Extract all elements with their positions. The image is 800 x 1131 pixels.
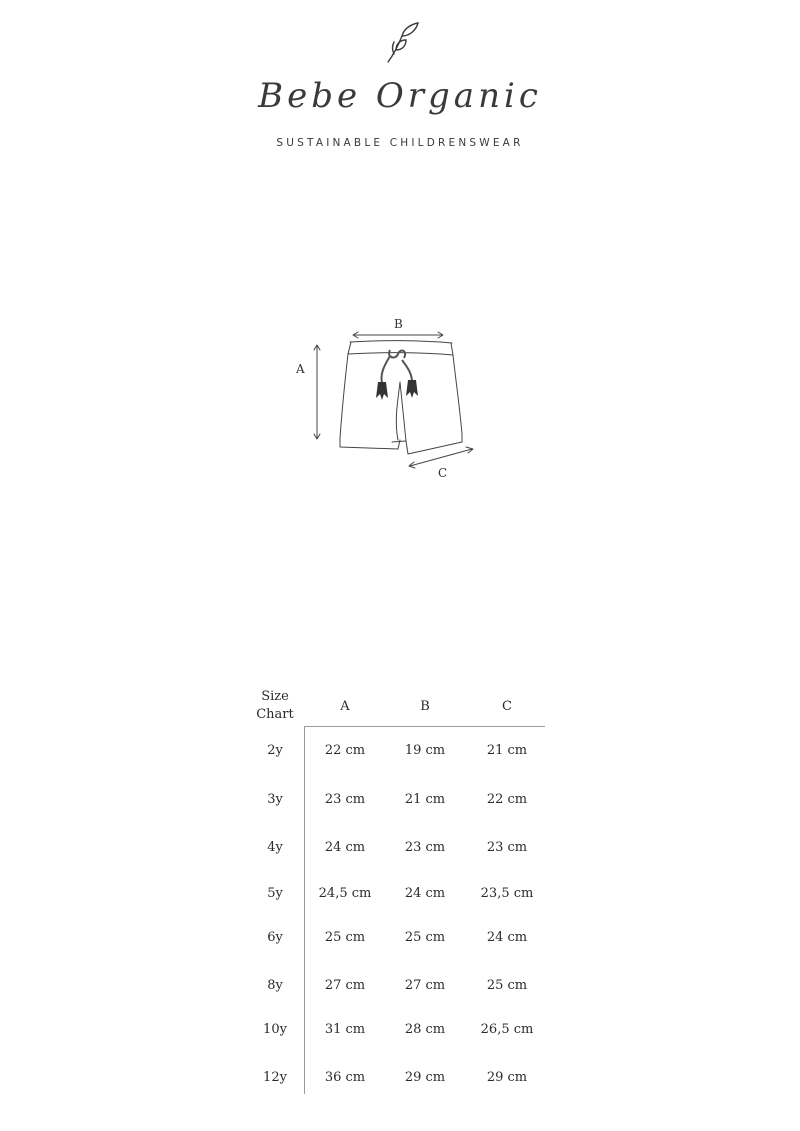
cell-c: 25 cm <box>486 978 528 993</box>
column-header-a: A <box>340 699 350 714</box>
cell-c: 24 cm <box>486 930 528 945</box>
cell-b: 29 cm <box>404 1070 446 1085</box>
cell-a: 24 cm <box>324 840 366 855</box>
size-cell: 8y <box>267 978 283 993</box>
column-header-c: C <box>502 699 512 714</box>
cell-a: 27 cm <box>324 978 366 993</box>
cell-b: 25 cm <box>404 930 446 945</box>
cell-a: 31 cm <box>324 1022 366 1037</box>
cell-c: 23 cm <box>486 840 528 855</box>
cell-a: 22 cm <box>324 743 366 758</box>
header-divider <box>304 726 545 727</box>
cell-a: 24,5 cm <box>318 886 372 901</box>
brand-tagline: SUSTAINABLE CHILDRENSWEAR <box>276 137 524 149</box>
cell-c: 23,5 cm <box>480 886 534 901</box>
size-cell: 5y <box>267 886 283 901</box>
size-cell: 10y <box>263 1022 287 1037</box>
cell-a: 25 cm <box>324 930 366 945</box>
cell-b: 28 cm <box>404 1022 446 1037</box>
size-chart-header-line1: Size <box>261 689 289 704</box>
measure-c-label: C <box>438 466 448 480</box>
cell-b: 27 cm <box>404 978 446 993</box>
cell-c: 26,5 cm <box>480 1022 534 1037</box>
brand-name: Bebe Organic <box>258 76 542 116</box>
cell-b: 21 cm <box>404 792 446 807</box>
shorts-illustration <box>290 310 490 485</box>
column-header-b: B <box>420 699 430 714</box>
cell-a: 23 cm <box>324 792 366 807</box>
size-chart-header-line2: Chart <box>256 707 294 722</box>
size-cell: 12y <box>263 1070 287 1085</box>
cell-b: 23 cm <box>404 840 446 855</box>
leaf-sprig-icon <box>384 20 424 64</box>
cell-a: 36 cm <box>324 1070 366 1085</box>
cell-b: 19 cm <box>404 743 446 758</box>
measure-a-label: A <box>296 362 305 376</box>
size-cell: 6y <box>267 930 283 945</box>
cell-c: 29 cm <box>486 1070 528 1085</box>
size-cell: 2y <box>267 743 283 758</box>
cell-c: 21 cm <box>486 743 528 758</box>
measure-b-label: B <box>394 317 403 331</box>
size-cell: 4y <box>267 840 283 855</box>
cell-b: 24 cm <box>404 886 446 901</box>
cell-c: 22 cm <box>486 792 528 807</box>
size-chart-header <box>250 688 300 724</box>
size-column-divider <box>304 727 305 1094</box>
size-cell: 3y <box>267 792 283 807</box>
